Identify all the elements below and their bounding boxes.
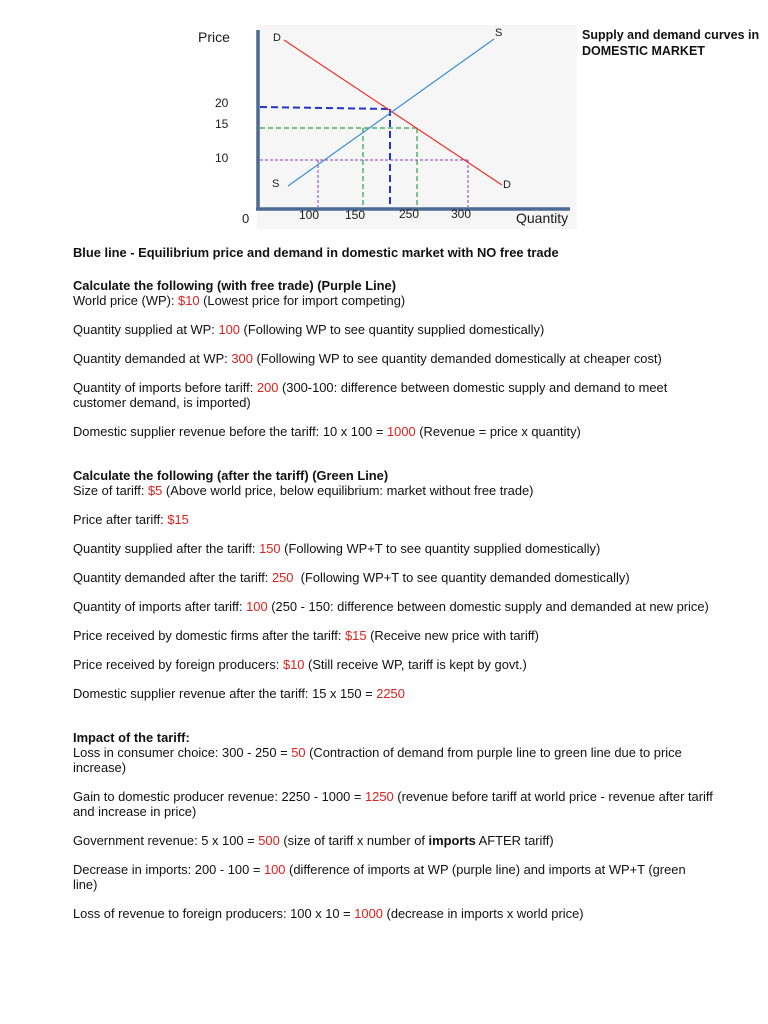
answer-value: $15 (167, 512, 189, 527)
explanation-text: AFTER tariff) (475, 833, 554, 848)
revenue-after-tariff (73, 686, 713, 701)
label-text: Quantity demanded after the tariff: (73, 570, 272, 585)
answer-value: 2250 (376, 686, 405, 701)
supply-start-label: S (272, 178, 280, 190)
label-text: Domestic supplier revenue after the tariff: 15 x 150 = (73, 686, 377, 701)
decrease-in-imports (73, 862, 713, 892)
imports-after-tariff (73, 599, 713, 614)
label-text: Size of tariff: (73, 483, 148, 498)
answer-value: 200 (256, 380, 279, 395)
answer-value: 100 (218, 322, 240, 337)
y-axis-label: Price (198, 29, 230, 45)
answer-value: 500 (258, 833, 280, 848)
answer-value: $10 (282, 657, 305, 672)
answer-value: 300 (231, 351, 253, 366)
label-text: Price received by foreign producers: (73, 657, 283, 672)
explanation-text: (decrease in imports x world price) (382, 906, 584, 921)
label-text: Quantity supplied after the tariff: (73, 541, 260, 556)
label-text: Decrease in imports: 200 - 100 = (73, 862, 264, 877)
explanation-text: (Revenue = price x quantity) (415, 424, 581, 439)
supply-end-label: S (495, 27, 503, 39)
answer-value: 250 (271, 570, 294, 585)
qd-at-wp (73, 351, 713, 366)
explanation-text: (250 - 150: difference between domestic supply and demanded at new price) (267, 599, 709, 614)
label-text: Domestic supplier revenue before the tariff: 10 x 100 = (73, 424, 387, 439)
answer-value: 1000 (354, 906, 383, 921)
tariff-worksheet (73, 245, 713, 921)
answer-value: $10 (178, 293, 200, 308)
supply-demand-chart (190, 20, 580, 235)
demand-end-label: D (503, 179, 511, 191)
x-tick-label: 150 (345, 208, 366, 222)
answer-value: 1250 (365, 789, 394, 804)
explanation-text: (Lowest price for import competing) (199, 293, 406, 308)
explanation-text: (Following WP+T to see quantity supplied domestically) (280, 541, 601, 556)
explanation-text: (size of tariff x number of (279, 833, 429, 848)
explanation-text: (revenue before tariff at world price - revenue after tariff and increase in price) (73, 789, 713, 819)
domestic-price-received (73, 628, 713, 643)
qd-after-tariff (73, 570, 713, 585)
foreign-price-received (73, 657, 713, 672)
answer-value: $15 (345, 628, 367, 643)
after-tariff-heading: Calculate the following (after the tariff) (Green Line) (73, 468, 389, 483)
label-text: Price after tariff: (73, 512, 168, 527)
label-text: Loss in consumer choice: 300 - 250 = (73, 745, 292, 760)
origin-label: 0 (242, 211, 250, 226)
y-tick-label: 15 (215, 117, 229, 131)
x-tick-label: 300 (451, 207, 472, 221)
y-tick-label: 20 (215, 96, 229, 110)
label-text: World price (WP): (73, 293, 179, 308)
answer-value: $5 (148, 483, 163, 498)
answer-value: 100 (246, 599, 268, 614)
explanation-text: (Still receive WP, tariff is kept by govt.) (304, 657, 527, 672)
explanation-text: (Following WP to see quantity demanded domestically at cheaper cost) (252, 351, 662, 366)
label-text: Gain to domestic producer revenue: 2250 - 1000 = (73, 789, 366, 804)
world-price-line-text (73, 293, 713, 308)
answer-value: 150 (259, 541, 281, 556)
price-after-tariff (73, 512, 713, 527)
blue-line-note: Blue line - Equilibrium price and demand in domestic market with NO free trade (73, 245, 559, 260)
explanation-text: (300-100: difference between domestic supply and demand to meet customer demand, is imported) (73, 380, 668, 410)
x-tick-label: 100 (299, 208, 320, 222)
impact-heading: Impact of the tariff: (73, 730, 190, 745)
tariff-size (73, 483, 713, 498)
y-tick-label: 10 (215, 151, 229, 165)
free-trade-heading: Calculate the following (with free trade) (Purple Line) (73, 278, 397, 293)
loss-consumer-choice (73, 745, 713, 775)
label-text: Price received by domestic firms after the tariff: (73, 628, 345, 643)
government-revenue (73, 833, 713, 848)
explanation-text: (Receive new price with tariff) (366, 628, 539, 643)
qs-after-tariff (73, 541, 713, 556)
label-text: Loss of revenue to foreign producers: 100 x 10 = (73, 906, 355, 921)
explanation-text: (difference of imports at WP (purple line) and imports at WP+T (green line) (73, 862, 686, 892)
emphasis-text: imports (428, 833, 476, 848)
answer-value: 1000 (386, 424, 416, 439)
revenue-before-tariff (73, 424, 713, 439)
x-tick-label: 250 (399, 207, 420, 221)
explanation-text: (Following WP+T to see quantity demanded domestically) (293, 570, 630, 585)
qs-at-wp (73, 322, 713, 337)
label-text: Quantity supplied at WP: (73, 322, 219, 337)
chart-plot-background (257, 25, 577, 229)
gain-producer-revenue (73, 789, 713, 819)
label-text: Quantity demanded at WP: (73, 351, 232, 366)
chart-caption: Supply and demand curves in DOMESTIC MARKET (582, 28, 760, 58)
label-text: Quantity of imports before tariff: (73, 380, 257, 395)
explanation-text: (Contraction of demand from purple line to green line due to price increase) (73, 745, 682, 775)
x-axis-label: Quantity (516, 210, 569, 226)
label-text: Government revenue: 5 x 100 = (73, 833, 259, 848)
explanation-text: (Above world price, below equilibrium: market without free trade) (162, 483, 534, 498)
explanation-text: (Following WP to see quantity supplied domestically) (239, 322, 545, 337)
answer-value: 100 (263, 862, 286, 877)
label-text: Quantity of imports after tariff: (73, 599, 247, 614)
loss-foreign-revenue (73, 906, 713, 921)
imports-before-tariff (73, 380, 713, 410)
demand-start-label: D (273, 32, 281, 44)
answer-value: 50 (291, 745, 306, 760)
